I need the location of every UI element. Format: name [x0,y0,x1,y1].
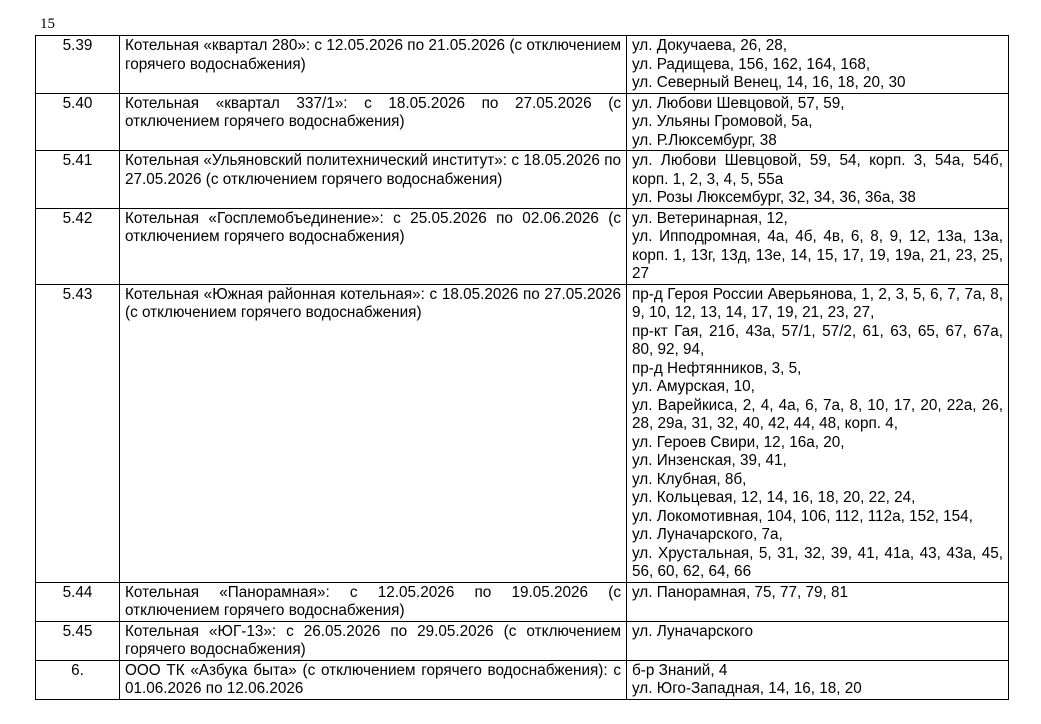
address-line: ул. Клубная, 8б, [632,470,747,488]
table-body [36,36,1009,700]
address-line: ул. Северный Венец, 14, 16, 18, 20, 30 [632,74,906,91]
address-line: ул. Кольцевая, 12, 14, 16, 18, 20, 22, 24, [632,489,916,506]
address-line: ул. Героев Свири, 12, 16а, 20, [632,433,845,451]
address-cell [627,36,1009,94]
address-line: ул. Радищева, 156, 162, 164, 168, [632,55,871,73]
address-line: ул. Ипподромная, 4а, 4б, 4в, 6, 8, 9, 12, 13а, 13а, корп. 1, 13г, 13д, 13е, 14, 15, 17, 19, 19а, 21, 23, 25, 27 [632,228,1003,282]
boiler-description: Котельная «Южная районная котельная»: с 18.05.2026 по 27.05.2026 (с отключением горячего водоснабжения) [120,284,627,582]
address-line: пр-д Героя России Аверьянова, 1, 2, 3, 5, 6, 7, 7а, 8, 9, 10, 12, 13, 14, 17, 19, 21, 23, 27, [632,285,1003,321]
address-line: пр-кт Гая, 21б, 43а, 57/1, 57/2, 61, 63, 65, 67, 67а, 80, 92, 94, [632,322,1003,358]
table-row [36,151,1009,209]
address-line: ул. Хрустальная, 5, 31, 32, 39, 41, 41а, 43, 43а, 45, 56, 60, 62, 64, 66 [632,544,1003,580]
address-line: ул. Инзенская, 39, 41, [632,452,787,469]
boiler-description: Котельная «Ульяновский политехнический институт»: с 18.05.2026 по 27.05.2026 (с отключением горячего водоснабжения) [120,151,627,209]
address-line: б-р Знаний, 4 [632,661,728,679]
address-cell [627,582,1009,621]
table-row [36,621,1009,660]
address-line: ул. Любови Шевцовой, 59, 54, корп. 3, 54а, 54б, корп. 1, 2, 3, 4, 5, 55а [632,152,1003,188]
address-line: ул. Ульяны Громовой, 5а, [632,113,813,130]
row-number: 5.42 [36,208,120,284]
address-line: ул. Докучаева, 26, 28, [632,37,788,54]
row-number: 5.44 [36,582,120,621]
boiler-description: ООО ТК «Азбука быта» (с отключением горячего водоснабжения): с 01.06.2026 по 12.06.2026 [120,660,627,699]
address-cell [627,208,1009,284]
address-cell [627,93,1009,151]
outage-schedule-table [35,35,1009,700]
address-line: ул. Луначарского [632,622,753,640]
address-line: ул. Амурская, 10, [632,378,755,395]
row-number: 5.43 [36,284,120,582]
row-number: 5.45 [36,621,120,660]
row-number: 5.40 [36,93,120,151]
address-line: ул. Ветеринарная, 12, [632,209,788,227]
address-line: ул. Панорамная, 75, 77, 79, 81 [632,583,849,601]
boiler-description: Котельная «Панорамная»: с 12.05.2026 по 19.05.2026 (с отключением горячего водоснабжения) [120,582,627,621]
table-row [36,93,1009,151]
row-number: 6. [36,660,120,699]
address-cell [627,284,1009,582]
address-line: ул. Юго-Западная, 14, 16, 18, 20 [632,680,862,697]
row-number: 5.39 [36,36,120,94]
table-row [36,582,1009,621]
table-row [36,660,1009,699]
address-line: ул. Варейкиса, 2, 4, 4а, 6, 7а, 8, 10, 17, 20, 22а, 26, 28, 29а, 31, 32, 40, 42, 44, 48, корп. 4, [632,396,1003,432]
address-cell [627,621,1009,660]
row-number: 5.41 [36,151,120,209]
address-cell [627,660,1009,699]
address-line: ул. Любови Шевцовой, 57, 59, [632,94,845,112]
page-number: 15 [40,16,55,32]
table-row [36,36,1009,94]
address-cell [627,151,1009,209]
address-line: ул. Розы Люксембург, 32, 34, 36, 36а, 38 [632,189,916,206]
boiler-description: Котельная «ЮГ-13»: с 26.05.2026 по 29.05.2026 (с отключением горячего водоснабжения) [120,621,627,660]
boiler-description: Котельная «квартал 337/1»: с 18.05.2026 по 27.05.2026 (с отключением горячего водоснабжения) [120,93,627,151]
address-line: ул. Луначарского, 7а, [632,526,783,543]
table-row [36,284,1009,582]
address-line: ул. Р.Люксембург, 38 [632,131,777,149]
table-row [36,208,1009,284]
boiler-description: Котельная «Госплемобъединение»: с 25.05.2026 по 02.06.2026 (с отключением горячего водоснабжения) [120,208,627,284]
address-line: ул. Локомотивная, 104, 106, 112, 112а, 152, 154, [632,507,973,525]
address-line: пр-д Нефтянников, 3, 5, [632,359,802,377]
boiler-description: Котельная «квартал 280»: с 12.05.2026 по 21.05.2026 (с отключением горячего водоснабжения) [120,36,627,94]
